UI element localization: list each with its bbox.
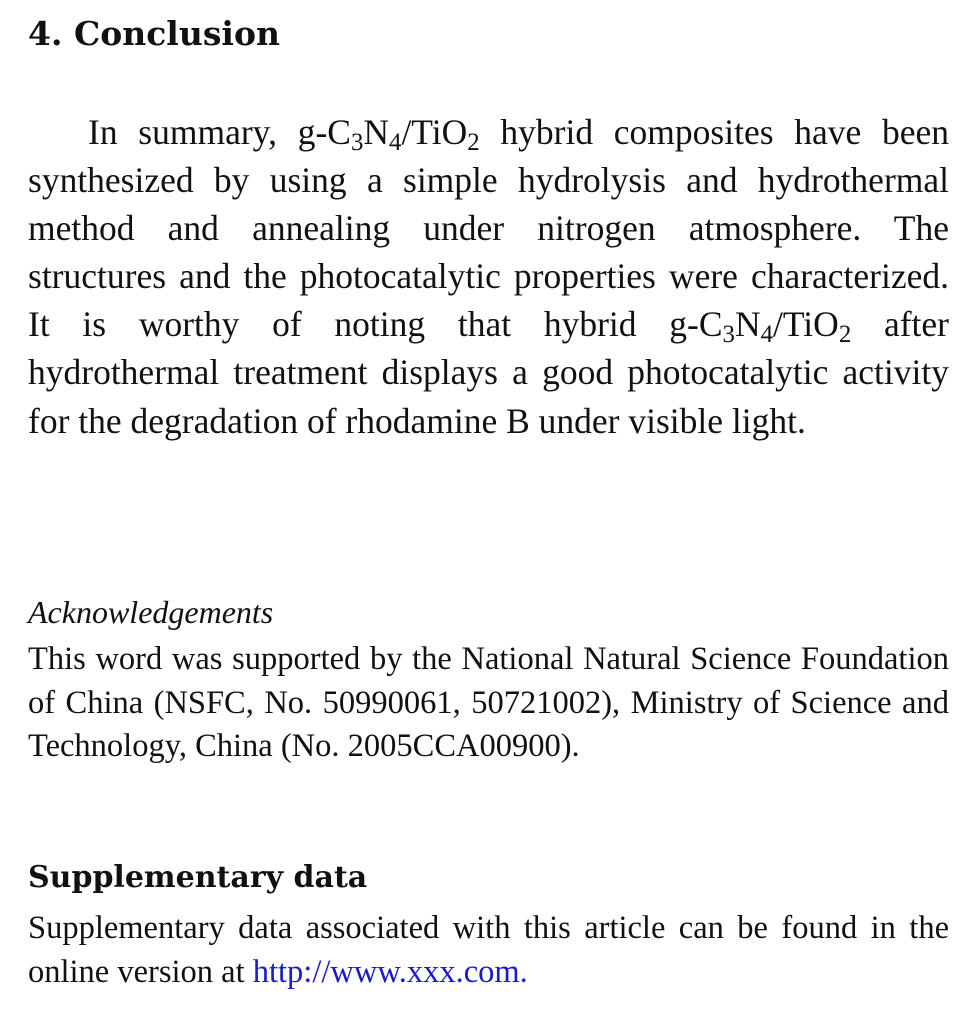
conclusion-text-4: hybrid composites have been synthesized by using a simple hydrolysis and hydrothermal method and annealing under nitrogen atmosphere. The structures and the photocatalytic properties were characterized. It is worthy of noting that hybrid g-C [28,112,949,345]
subscript: 3 [350,129,364,157]
subscript: 4 [389,129,402,157]
conclusion-text-3: /TiO [401,112,468,152]
acknowledgements-heading: Acknowledgements [28,594,274,630]
acknowledgements-paragraph [28,638,949,769]
supplementary-link[interactable]: http://www.xxx.com. [252,953,528,990]
subscript: 2 [838,321,852,349]
subscript: 4 [760,321,773,349]
conclusion-text-2: N [363,112,390,152]
subscript: 3 [722,321,735,349]
conclusion-text-7: after hydrothermal treatment displays a good photocatalytic activity for the degradation of rhodamine B under visible light. [28,304,949,441]
supplementary-heading: Supplementary data [28,860,368,895]
conclusion-paragraph [28,108,949,445]
section-heading-conclusion: 4. Conclusion [28,14,280,53]
supplementary-text: Supplementary data associated with this article can be found in the online version at [28,910,949,990]
conclusion-text-6: /TiO [773,304,839,345]
supplementary-paragraph [28,907,949,994]
conclusion-text-1: In summary, g-C [88,112,351,152]
subscript: 2 [467,129,480,157]
acknowledgements-text: This word was supported by the National Natural Science Foundation of China (NSFC, No. 50990061, 50721002), Ministry of Science and Technology, China (No. 2005CCA00900). [28,641,949,765]
conclusion-text-5: N [734,304,761,345]
